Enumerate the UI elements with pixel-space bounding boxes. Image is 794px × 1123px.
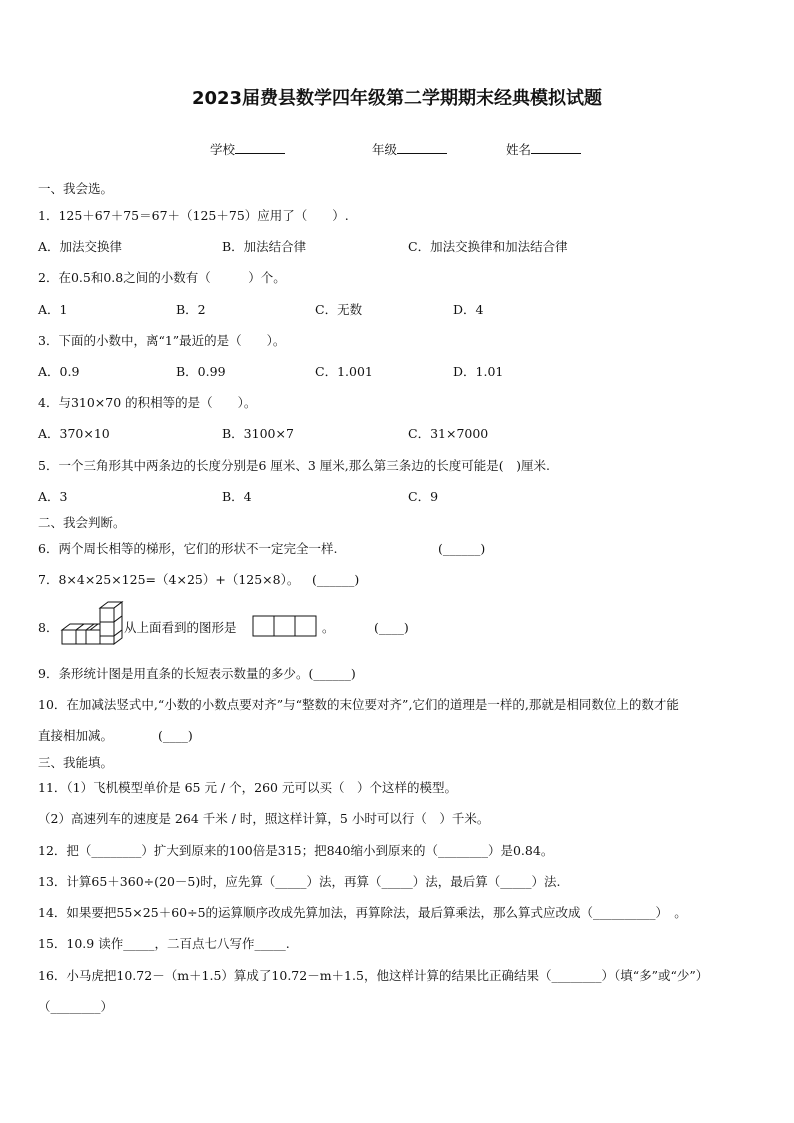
answer-bracket[interactable]: (____)	[374, 620, 409, 635]
name-label: 姓名	[506, 142, 532, 157]
question-7-stem: 7．8×4×25×125=（4×25）+（125×8）。	[38, 572, 300, 587]
question-11-line-1: 11．（1）飞机模型单价是 65 元 / 个，260 元可以买（ ）个这样的模型。	[38, 780, 457, 795]
question-1-stem: 1．125＋67＋75＝67＋（125＋75）应用了（ ）.	[38, 208, 349, 223]
option-b[interactable]: B．4	[222, 489, 252, 504]
question-6	[38, 541, 764, 557]
question-16-line-1: 16．小马虎把10.72－（m＋1.5）算成了10.72－m＋1.5，他这样计算的结果比正确结果（________）（填“多”或“少”）	[38, 968, 709, 983]
question-6-stem: 6．两个周长相等的梯形，它们的形状不一定完全一样.	[38, 541, 338, 556]
question-4-stem: 4．与310×70 的积相等的是（ ）。	[38, 395, 257, 410]
grade-label: 年级	[372, 142, 398, 157]
question-11-line-2: （2）高速列车的速度是 264 千米 / 时，照这样计算，5 小时可以行（ ）千米。	[38, 811, 490, 826]
option-b[interactable]: B．3100×7	[222, 426, 294, 441]
section-heading-fill: 三、我能填。	[38, 755, 114, 770]
question-10-text: 直接相加减。	[38, 728, 114, 743]
option-c[interactable]: C．加法交换律和加法结合律	[408, 239, 568, 254]
option-c[interactable]: C．无数	[315, 302, 363, 317]
question-13-stem: 13．计算65＋360÷(20－5)时，应先算（_____）法，再算（_____）法，最后算（_____）法.	[38, 874, 561, 889]
section-heading-choose: 一、我会选。	[38, 181, 114, 196]
answer-bracket[interactable]: (______)	[438, 541, 486, 556]
school-blank[interactable]	[235, 141, 285, 154]
question-10-line-1: 10．在加减法竖式中,“小数的小数点要对齐”与“整数的末位要对齐”,它们的道理是一样的,那就是相同数位上的数才能	[38, 697, 679, 712]
question-8-number: 8．	[38, 620, 59, 635]
question-7	[38, 572, 764, 588]
question-16-line-2[interactable]: （________）	[38, 999, 114, 1014]
option-c[interactable]: C．1.001	[315, 364, 373, 379]
top-view-figure	[252, 615, 318, 637]
question-10-line-2	[38, 728, 764, 744]
option-a[interactable]: A．0.9	[38, 364, 80, 379]
question-12-stem: 12．把（________）扩大到原来的100倍是315；把840缩小到原来的（________）是0.84。	[38, 843, 554, 858]
school-field	[210, 141, 285, 158]
question-3-stem: 3．下面的小数中，离“1”最近的是（ ）。	[38, 333, 286, 348]
question-9-stem: 9．条形统计图是用直条的长短表示数量的多少。(______)	[38, 666, 356, 681]
name-blank[interactable]	[531, 141, 581, 154]
question-8-period: 。	[322, 620, 335, 635]
option-b[interactable]: B．2	[176, 302, 206, 317]
option-b[interactable]: B．0.99	[176, 364, 226, 379]
question-15-stem: 15．10.9 读作_____，二百点七八写作_____.	[38, 936, 290, 951]
option-c[interactable]: C．9	[408, 489, 439, 504]
section-heading-judge: 二、我会判断。	[38, 515, 126, 530]
option-a[interactable]: A．370×10	[38, 426, 110, 441]
option-a[interactable]: A．1	[38, 302, 68, 317]
option-c[interactable]: C．31×7000	[408, 426, 489, 441]
cube-stack-figure	[58, 600, 126, 652]
question-5-stem: 5．一个三角形其中两条边的长度分别是6 厘米、3 厘米,那么第三条边的长度可能是( )厘米.	[38, 458, 551, 473]
page-title: 2023届费县数学四年级第二学期期末经典模拟试题	[191, 88, 603, 109]
school-label: 学校	[210, 142, 236, 157]
option-b[interactable]: B．加法结合律	[222, 239, 307, 254]
question-8-text: 从上面看到的图形是	[124, 620, 237, 635]
grade-blank[interactable]	[397, 141, 447, 154]
grade-field	[372, 141, 447, 158]
option-a[interactable]: A．加法交换律	[38, 239, 123, 254]
question-14-stem: 14．如果要把55×25＋60÷5的运算顺序改成先算加法，再算除法，最后算乘法，那么算式应改成（__________） 。	[38, 905, 687, 920]
option-d[interactable]: D．4	[453, 302, 484, 317]
answer-bracket[interactable]: (______)	[312, 572, 360, 587]
name-field	[506, 141, 581, 158]
question-2-stem: 2．在0.5和0.8之间的小数有（ ）个。	[38, 270, 286, 285]
option-d[interactable]: D．1.01	[453, 364, 504, 379]
option-a[interactable]: A．3	[38, 489, 68, 504]
answer-bracket[interactable]: (____)	[158, 728, 193, 743]
